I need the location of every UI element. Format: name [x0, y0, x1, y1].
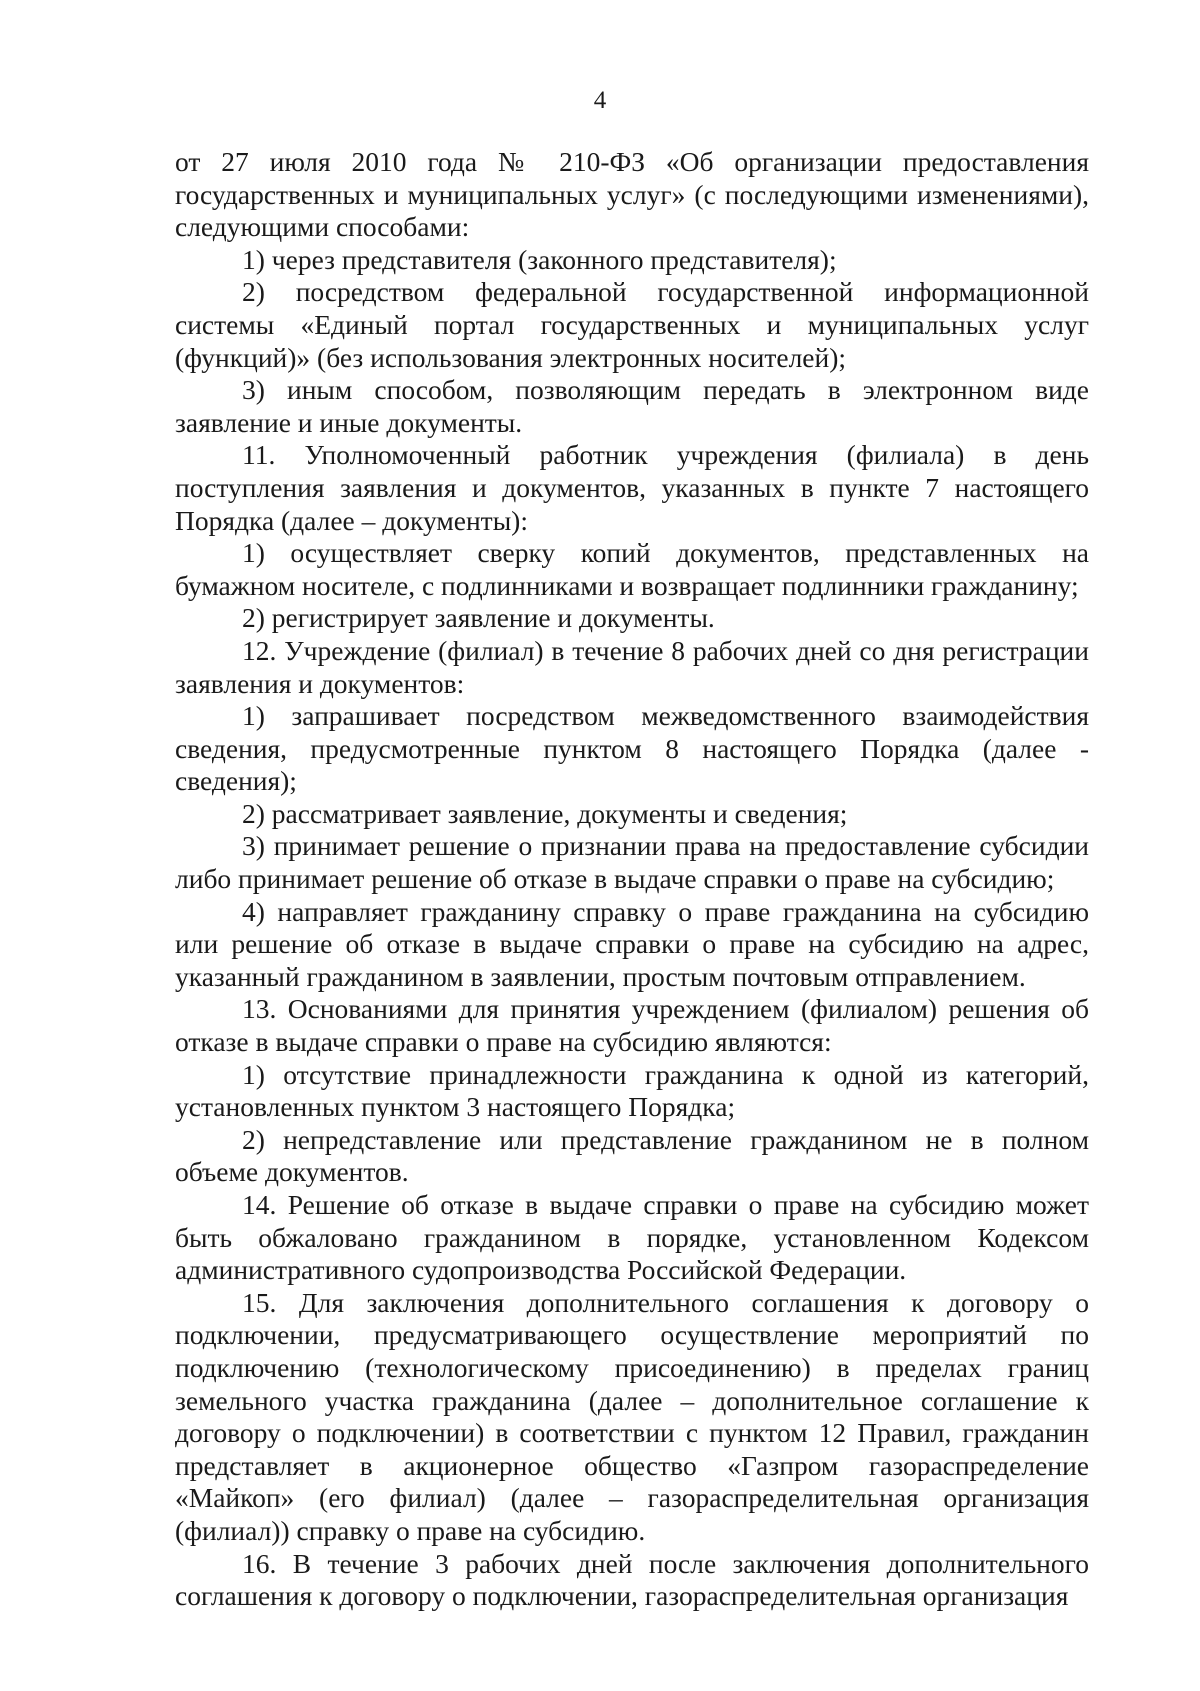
clause-12-item-4: 4) направляет гражданину справку о праве гражданина на субсидию или решение об отказе в выдаче справки о праве на субсидию на адрес, указанный гражданином в заявлении, простым почтовым отправлением. — [175, 895, 1089, 992]
clause-11-item-2: 2) регистрирует заявление и документы. — [242, 602, 715, 634]
list-item-2: 2) посредством федеральной государственной информационной системы «Единый портал государственных и муниципальных услуг (функций)» (без использования электронных носителей); — [175, 276, 1089, 373]
document-body — [175, 146, 1089, 1613]
clause-12-item-3: 3) принимает решение о признании права на предоставление субсидии либо принимает решение об отказе в выдаче справки о праве на субсидию; — [175, 830, 1089, 895]
clause-12-item-2: 2) рассматривает заявление, документы и сведения; — [242, 797, 848, 829]
clause-11-item-1: 1) осуществляет сверку копий документов, представленных на бумажном носителе, с подлинниками и возвращает подлинники гражданину; — [175, 537, 1089, 601]
list-item-1: 1) через представителя (законного представителя); — [242, 243, 837, 275]
clause-12: 12. Учреждение (филиал) в течение 8 рабочих дней со дня регистрации заявления и документов: — [175, 634, 1089, 699]
clause-11: 11. Уполномоченный работник учреждения (филиала) в день поступления заявления и документов, указанных в пункте 7 настоящего Порядка (далее – документы): — [175, 439, 1089, 536]
clause-13-item-2: 2) непредставление или представление гражданином не в полном объеме документов. — [175, 1123, 1089, 1188]
clause-14: 14. Решение об отказе в выдаче справки о праве на субсидию может быть обжаловано гражданином в порядке, установленном Кодексом административного судопроизводства Российской Федерации. — [175, 1189, 1089, 1286]
list-item-3: 3) иным способом, позволяющим передать в электронном виде заявление и иные документы. — [175, 374, 1089, 438]
clause-16: 16. В течение 3 рабочих дней после заключения дополнительного соглашения к договору о подключении, газораспределительная организация — [175, 1547, 1089, 1612]
clause-13-item-1: 1) отсутствие принадлежности гражданина к одной из категорий, установленных пунктом 3 настоящего Порядка; — [175, 1058, 1089, 1123]
clause-13: 13. Основаниями для принятия учреждением (филиалом) решения об отказе в выдаче справки о праве на субсидию являются: — [175, 993, 1089, 1058]
paragraph-continuation: от 27 июля 2010 года № 210-ФЗ «Об организации предоставления государственных и муниципальных услуг» (с последующими изменениями), следующими способами: — [175, 146, 1089, 243]
page-number: 4 — [593, 87, 607, 114]
clause-12-item-1: 1) запрашивает посредством межведомственного взаимодействия сведения, предусмотренные пунктом 8 настоящего Порядка (далее - сведения); — [175, 700, 1089, 797]
clause-15: 15. Для заключения дополнительного соглашения к договору о подключении, предусматривающего осуществление мероприятий по подключению (технологическому присоединению) в пределах границ земельного участка гражданина (далее – дополнительное соглашение к договору о подключении) в соответствии с пунктом 12 Правил, гражданин представляет в акционерное общество «Газпром газораспределение «Майкоп» (его филиал) (далее – газораспределительная организация (филиал)) справку о праве на субсидию. — [175, 1286, 1089, 1546]
